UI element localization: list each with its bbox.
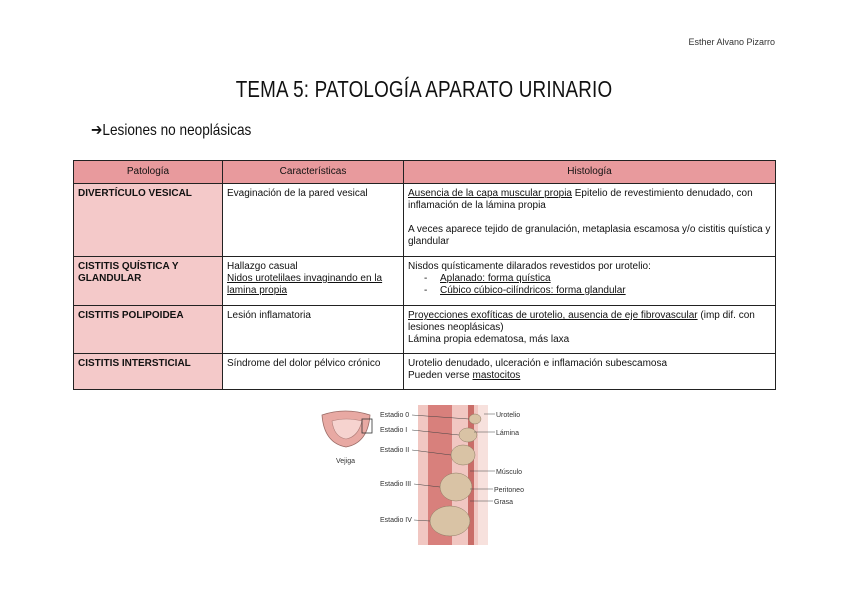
- list-item: - Cúbico cúbico-cilíndricos: forma glandular: [430, 285, 771, 297]
- characteristics-cell: Síndrome del dolor pélvico crónico: [223, 354, 404, 390]
- pathology-table: [73, 160, 776, 390]
- stage-label: Estadio 0: [380, 412, 410, 419]
- layer-label: Músculo: [496, 469, 523, 476]
- tumor-stage-1: [459, 428, 477, 442]
- histology-intro: Nisdos quísticamente dilarados revestidos por urotelio:: [408, 261, 651, 272]
- layer-label: Urotelio: [496, 412, 521, 419]
- histology-cell: [404, 354, 776, 390]
- stage-label: Estadio I: [380, 427, 408, 434]
- staging-illustration: [318, 405, 538, 545]
- layer-label: Grasa: [494, 499, 514, 506]
- list-item: - Aplanado: forma quística: [430, 273, 771, 285]
- tumor-stage-4: [430, 506, 470, 536]
- header-pathology: Patología: [74, 161, 223, 184]
- characteristics-cell: Evaginación de la pared vesical: [223, 184, 404, 257]
- histology-extra: Lámina propia edematosa, más laxa: [408, 334, 570, 345]
- pathology-cell: CISTITIS QUÍSTICA Y GLANDULAR: [74, 257, 223, 306]
- tumor-stage-2: [451, 445, 475, 465]
- section-subtitle: [91, 120, 251, 140]
- table-row: [74, 306, 776, 354]
- histology-underlined: mastocitos: [472, 370, 521, 381]
- tumor-stage-3: [440, 473, 472, 501]
- histology-underlined: Proyecciones exofíticas de urotelio, ausencia de eje fibrovascular: [408, 310, 698, 321]
- pathology-cell: DIVERTÍCULO VESICAL: [74, 184, 223, 257]
- histology-cell: [404, 306, 776, 354]
- page-title: TEMA 5: PATOLOGÍA APARATO URINARIO: [235, 76, 613, 102]
- histology-text: Epitelio de revestimiento denudado, con inflamación de la lámina propia: [408, 188, 753, 211]
- table-row: [74, 257, 776, 306]
- organ-label: Vejiga: [336, 458, 356, 465]
- characteristics-cell: Lesión inflamatoria: [223, 306, 404, 354]
- header-characteristics: Características: [223, 161, 404, 184]
- header-histology: Histología: [404, 161, 776, 184]
- stage-label: Estadio IV: [380, 517, 412, 524]
- pathology-cell: CISTITIS INTERSTICIAL: [74, 354, 223, 390]
- tumor-stage-0: [469, 414, 481, 424]
- stage-label: Estadio III: [380, 481, 412, 488]
- stage-label: Estadio II: [380, 447, 410, 454]
- histology-cell: [404, 184, 776, 257]
- layer-label: Peritoneo: [494, 487, 524, 494]
- histology-underlined: Ausencia de la capa muscular propia: [408, 188, 572, 199]
- histology-extra: A veces aparece tejido de granulación, metaplasia escamosa y/o cistitis quística y glandular: [408, 224, 771, 247]
- characteristics-cell: [223, 257, 404, 306]
- urothelium-layer: [478, 405, 488, 545]
- table-header-row: [74, 161, 776, 184]
- histology-line: Urotelio denudado, ulceración e inflamación subescamosa: [408, 358, 668, 369]
- layer-label: Lámina: [496, 430, 519, 437]
- bladder-staging-figure: [318, 405, 538, 545]
- characteristics-underlined: Nidos urotelilaes invaginando en la lamina propia: [227, 273, 383, 296]
- arrow-icon: ➔: [91, 122, 103, 139]
- histology-cell: [404, 257, 776, 306]
- table-row: [74, 354, 776, 390]
- histology-text: Pueden verse: [408, 370, 473, 381]
- table-row: [74, 184, 776, 257]
- author-name: Esther Alvano Pizarro: [688, 37, 775, 47]
- characteristics-text: Hallazgo casual: [227, 261, 298, 272]
- histology-text: (imp dif. con lesiones neoplásicas): [408, 310, 755, 333]
- pathology-cell: CISTITIS POLIPOIDEA: [74, 306, 223, 354]
- histology-list: [408, 273, 771, 297]
- subtitle-text: Lesiones no neoplásicas: [102, 122, 252, 139]
